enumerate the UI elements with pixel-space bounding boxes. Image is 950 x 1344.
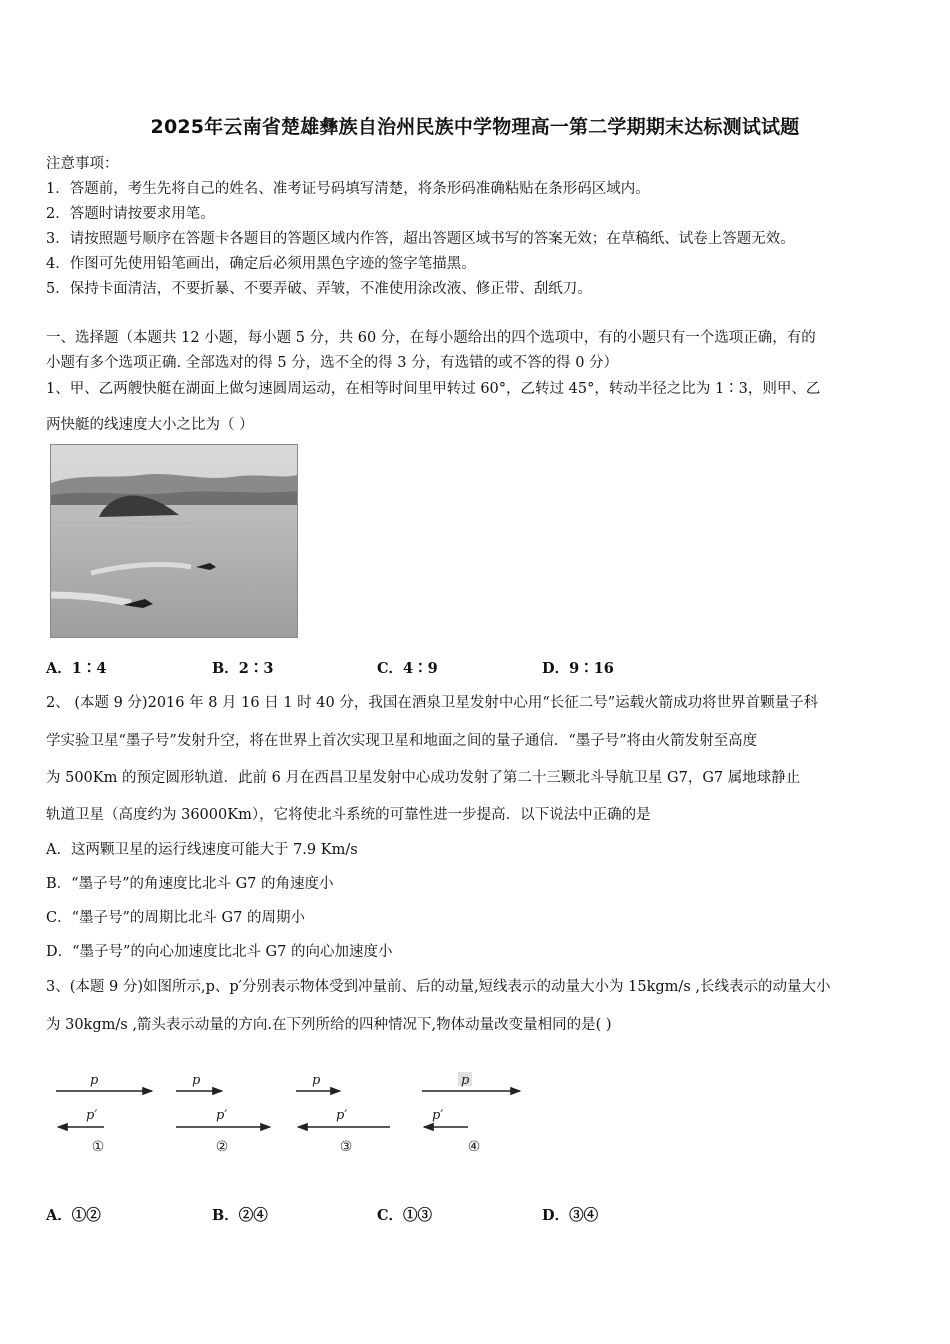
exam-title: 2025年云南省楚雄彝族自治州民族中学物理高一第二学期期末达标测试试题 [150,116,800,138]
q3-option-c: C．①③ [377,1207,433,1224]
case4-p-label: p [461,1073,470,1088]
case3-label: ③ [339,1139,353,1155]
q1-line1: 1、甲、乙两艘快艇在湖面上做匀速圆周运动，在相等时间里甲转过 60°，乙转过 45°，转动半径之比为 1∶3，则甲、乙 [46,381,821,397]
q3-line1: 3、(本题 9 分)如图所示,p、p′分别表示物体受到冲量前、后的动量,短线表示的动量大小为 15kgm/s ,长线表示的动量大小 [46,979,831,995]
speedboats-photo-image [51,445,297,637]
q3-option-b: B．②④ [212,1207,268,1224]
section1-line2: 小题有多个选项正确. 全部选对的得 5 分，选不全的得 3 分，有选错的或不答的得 0 分） [46,355,619,371]
q1-option-d: D．9∶16 [542,660,614,677]
momentum-diagram [46,1060,526,1160]
momentum-diagram-svg [46,1060,526,1160]
q2-line2: 学实验卫星“墨子号”发射升空，将在世界上首次实现卫星和地面之间的量子通信．“墨子号”将由火箭发射至高度 [46,733,758,749]
case1-label: ① [91,1139,105,1155]
case3-pprime-label: p′ [336,1108,348,1123]
q3-option-a: A．①② [46,1207,101,1224]
section1-line1: 一、选择题（本题共 12 小题，每小题 5 分，共 60 分，在每小题给出的四个选项中，有的小题只有一个选项正确，有的 [46,330,816,346]
q2-option-b: B．“墨子号”的角速度比北斗 G7 的角速度小 [46,876,334,892]
case2-label: ② [215,1139,229,1155]
q2-option-d: D．“墨子号”的向心加速度比北斗 G7 的向心加速度小 [46,944,393,960]
notice-item-4: 4．作图可先使用铅笔画出，确定后必须用黑色字迹的签字笔描黑。 [46,256,476,272]
notice-item-1: 1．答题前，考生先将自己的姓名、准考证号码填写清楚，将条形码准确粘贴在条形码区域内。 [46,181,650,197]
notice-heading: 注意事项： [46,156,119,172]
notice-item-2: 2．答题时请按要求用笔。 [46,206,215,222]
case4-pprime-label: p′ [432,1108,444,1123]
q2-option-a: A．这两颗卫星的运行线速度可能大于 7.9 Km/s [46,842,358,858]
q3-line2: 为 30kgm/s ,箭头表示动量的方向.在下列所给的四种情况下,物体动量改变量相同的是( ) [46,1017,612,1033]
q1-line2: 两快艇的线速度大小之比为（ ） [46,417,254,433]
case2-pprime-label: p′ [216,1108,228,1123]
q1-option-c: C．4∶9 [377,660,438,677]
q2-option-c: C．“墨子号”的周期比北斗 G7 的周期小 [46,910,305,926]
speedboats-photo [50,444,298,638]
case2-p-label: p [192,1073,201,1088]
q3-option-d: D．③④ [542,1207,599,1224]
q2-line4: 轨道卫星（高度约为 36000Km），它将使北斗系统的可靠性进一步提高．以下说法中正确的是 [46,807,651,823]
case4-label: ④ [467,1139,481,1155]
q1-option-b: B．2∶3 [212,660,274,677]
notice-item-5: 5．保持卡面清洁，不要折暴、不要弄破、弄皱，不准使用涂改液、修正带、刮纸刀。 [46,281,592,297]
case1-p-label: p [90,1073,99,1088]
notice-item-3: 3．请按照题号顺序在答题卡各题目的答题区域内作答，超出答题区域书写的答案无效；在草稿纸、试卷上答题无效。 [46,231,795,247]
q1-option-a: A．1∶4 [46,660,107,677]
case3-p-label: p [312,1073,321,1088]
q2-line1: 2、 (本题 9 分)2016 年 8 月 16 日 1 时 40 分，我国在酒泉卫星发射中心用“长征二号”运载火箭成功将世界首颗量子科 [46,695,819,711]
q2-line3: 为 500Km 的预定圆形轨道．此前 6 月在西昌卫星发射中心成功发射了第二十三颗北斗导航卫星 G7，G7 属地球静止 [46,770,801,786]
case1-pprime-label: p′ [86,1108,98,1123]
